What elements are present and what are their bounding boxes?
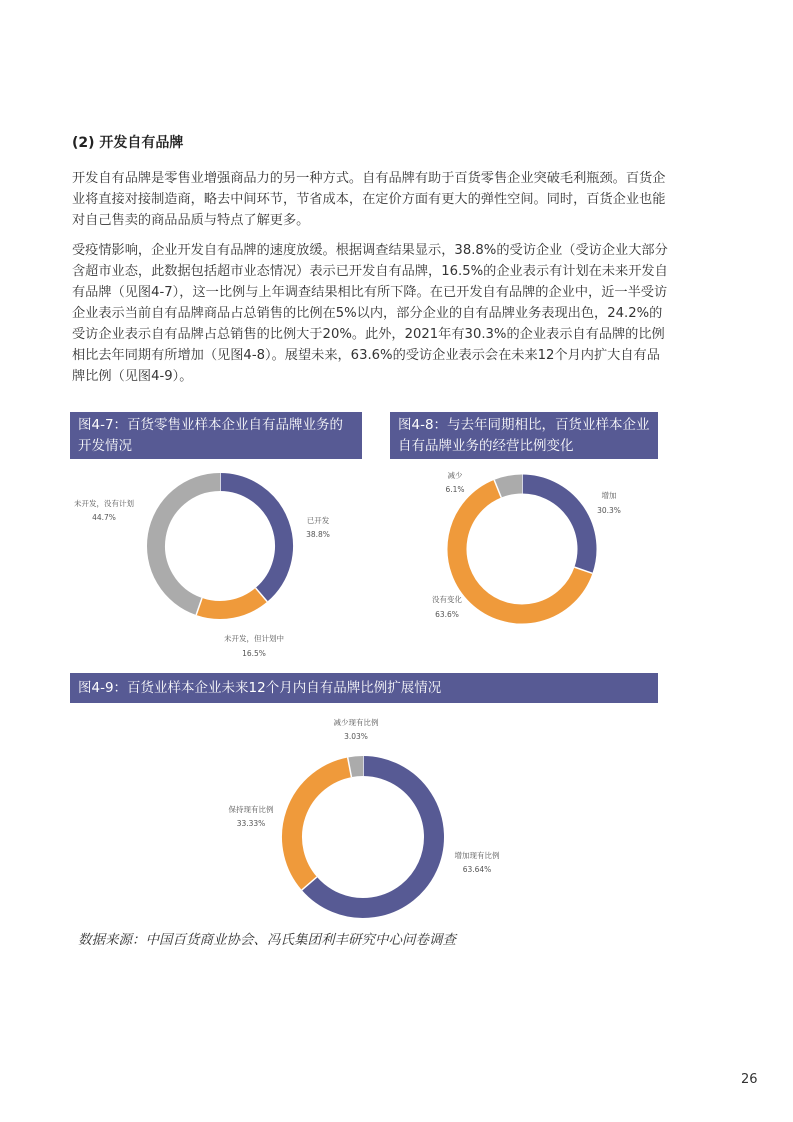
chart-4-7-slice-developed bbox=[220, 482, 284, 595]
chart-4-7-value-developed: 38.8% bbox=[306, 530, 330, 539]
figure-4-7-title: 图4-7：百货零售业样本企业自有品牌业务的开发情况 bbox=[70, 412, 362, 459]
chart-4-8-value-no-change: 63.6% bbox=[435, 610, 459, 619]
data-source-note: 数据来源：中国百货商业协会、冯氏集团利丰研究中心问卷调查 bbox=[78, 932, 456, 948]
chart-4-7-donut bbox=[156, 473, 284, 615]
chart-4-7-slice-no-plan bbox=[156, 482, 220, 606]
figure-4-8-title: 图4-8：与去年同期相比，百货业样本企业自有品牌业务的经营比例变化 bbox=[390, 412, 658, 459]
chart-4-7-value-planned: 16.5% bbox=[242, 649, 266, 658]
chart-4-9-label-decrease: 减少现有比例 bbox=[333, 718, 379, 727]
chart-4-9-slice-increase bbox=[309, 766, 434, 908]
chart-4-7-label-planned: 未开发，但计划中 bbox=[224, 634, 284, 643]
chart-4-8-label-no-change: 没有变化 bbox=[432, 595, 462, 604]
chart-4-9-slice-keep bbox=[292, 767, 350, 883]
paragraph-survey-results: 受疫情影响，企业开发自有品牌的速度放缓。根据调查结果显示，38.8%的受访企业（受访企业大部分含超市业态，此数据包括超市业态情况）表示已开发自有品牌，16.5%的企业表示有计划在未来开发自有品牌（见图4-7），这一比例与上年调查结果相比有所下降。在已开发自有品牌的企业中，近一半受访企业表示当前自有品牌商品占总销售的比例在5%以内，部分企业的自有品牌业务表现出色，24.2%的受访企业表示自有品牌占总销售的比例大于20%。此外，2021年有30.3%的企业表示自有品牌的比例相比去年同期有所增加（见图4-8）。展望未来，63.6%的受访企业表示会在未来12个月内扩大自有品牌比例（见图4-9）。 bbox=[72, 243, 668, 384]
chart-4-7-label-developed: 已开发 bbox=[306, 516, 330, 525]
chart-4-7-slice-planned bbox=[199, 595, 261, 610]
chart-4-8-value-increase: 30.3% bbox=[597, 506, 621, 515]
chart-4-8-slice-decrease bbox=[498, 484, 522, 489]
chart-4-9-label-keep: 保持现有比例 bbox=[228, 805, 274, 814]
chart-4-9-value-decrease: 3.03% bbox=[344, 732, 368, 741]
chart-4-7-value-no-plan: 44.7% bbox=[92, 513, 116, 522]
chart-4-9-value-keep: 33.33% bbox=[236, 819, 266, 828]
chart-4-8-label-increase: 增加 bbox=[601, 491, 617, 500]
chart-4-9-label-increase: 增加现有比例 bbox=[454, 851, 500, 860]
paragraph-own-brand-intro: 开发自有品牌是零售业增强商品力的另一种方式。自有品牌有助于百货零售企业突破毛利瓶颈。百货企业将直接对接制造商，略去中间环节，节省成本，在定价方面有更大的弹性空间。同时，百货企业也能对自己售卖的商品品质与特点了解更多。 bbox=[72, 171, 666, 228]
section-heading: (2) 开发自有品牌 bbox=[72, 135, 184, 151]
chart-4-8-donut bbox=[457, 475, 592, 615]
chart-4-8-label-decrease: 减少 bbox=[447, 471, 463, 480]
figure-4-9-title: 图4-9：百货业样本企业未来12个月内自有品牌比例扩展情况 bbox=[70, 673, 658, 703]
chart-4-8-value-decrease: 6.1% bbox=[445, 485, 465, 494]
chart-4-7-label-no-plan: 未开发，没有计划 bbox=[74, 499, 134, 508]
page-number: 26 bbox=[741, 1072, 758, 1087]
chart-4-9-donut bbox=[292, 756, 434, 908]
chart-4-9-slice-decrease bbox=[350, 766, 363, 767]
chart-4-9-value-increase: 63.64% bbox=[462, 865, 492, 874]
chart-4-8-slice-increase bbox=[522, 484, 587, 570]
